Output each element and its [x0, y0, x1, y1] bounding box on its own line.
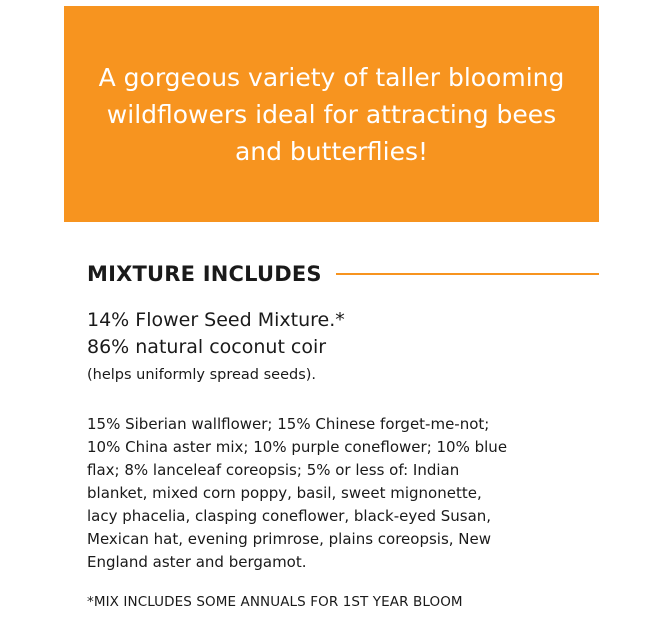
species-line: England aster and bergamot.	[87, 553, 307, 571]
species-line: lacy phacelia, clasping coneflower, black-eyed Susan,	[87, 507, 492, 525]
coir-percent: 86% natural coconut coir	[87, 336, 327, 358]
species-line: flax; 8% lanceleaf coreopsis; 5% or less of: Indian	[87, 461, 460, 479]
species-line: 10% China aster mix; 10% purple coneflower; 10% blue	[87, 438, 508, 456]
banner-text: A gorgeous variety of taller blooming wildflowers ideal for attracting bees and butterflies!	[98, 62, 565, 166]
species-line: blanket, mixed corn poppy, basil, sweet mignonette,	[87, 484, 482, 502]
species-list	[87, 413, 567, 574]
heading-divider	[336, 273, 599, 275]
mixture-heading-row	[87, 262, 599, 286]
coir-note: (helps uniformly spread seeds).	[87, 367, 317, 383]
annuals-footnote: *MIX INCLUDES SOME ANNUALS FOR 1ST YEAR BLOOM	[87, 594, 463, 610]
species-line: 15% Siberian wallflower; 15% Chinese forget-me-not;	[87, 415, 490, 433]
species-line: Mexican hat, evening primrose, plains coreopsis, New	[87, 530, 492, 548]
mixture-heading: MIXTURE INCLUDES	[87, 262, 322, 286]
seed-mixture-percent: 14% Flower Seed Mixture.*	[87, 309, 345, 331]
promo-banner	[64, 6, 599, 222]
